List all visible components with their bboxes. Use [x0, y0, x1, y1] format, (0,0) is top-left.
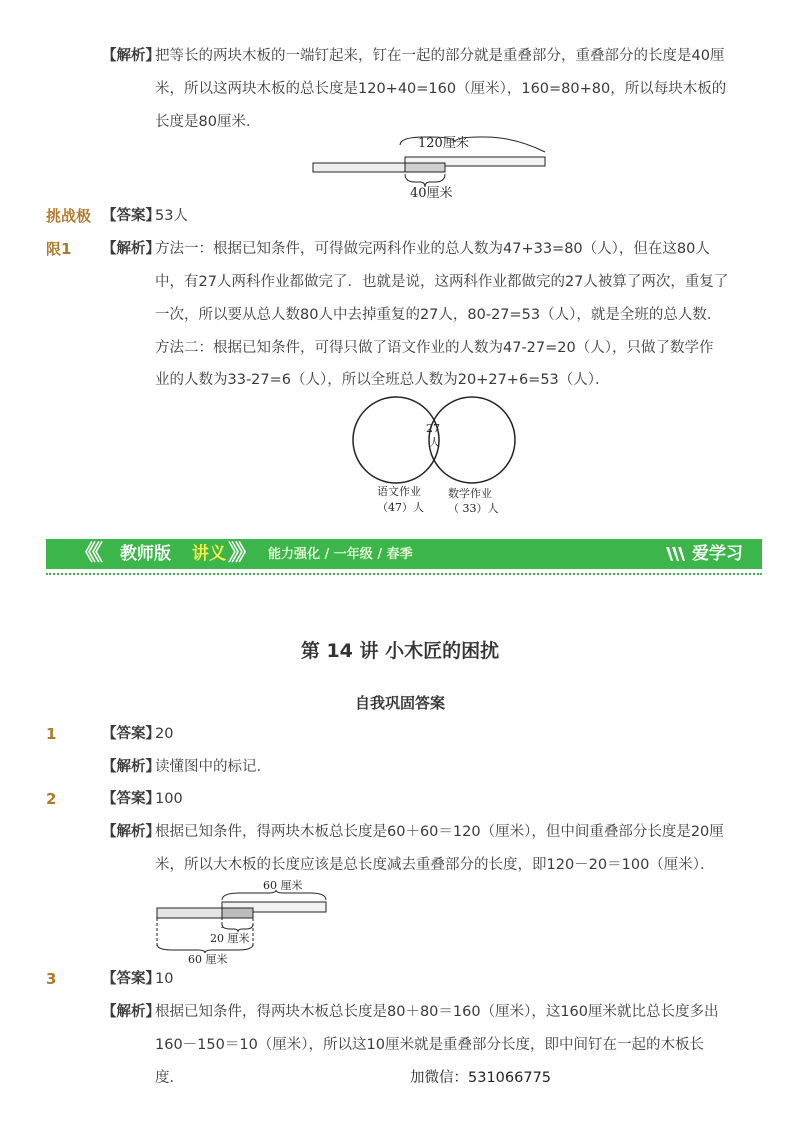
answer-tag: 【答案】 [102, 208, 160, 224]
question-number: 1 [46, 725, 57, 743]
jiexi-line: 方法一：根据已知条件，可得做完两科作业的总人数为47+33=80（人），但在这80人 [155, 241, 710, 257]
question-number: 3 [46, 970, 57, 988]
lecture-subtitle: 自我巩固答案 [354, 694, 445, 712]
venn-center-number: 27 [426, 422, 440, 435]
jiexi-tag: 【解析】 [102, 759, 160, 775]
banner-title-accent: 讲义 [192, 544, 226, 564]
jiexi-tag: 【解析】 [102, 824, 160, 840]
answer-value: 53人 [155, 208, 188, 224]
challenge-label-line2: 限1 [46, 240, 72, 258]
banner-subtitle: 能力强化 / 一年级 / 春季 [268, 547, 413, 562]
answer-tag: 【答案】 [102, 726, 160, 742]
banner-divider [46, 573, 762, 575]
jiexi-line: 根据已知条件，得两块木板总长度是60＋60＝120（厘米），但中间重叠部分长度是20厘 [155, 824, 724, 840]
answer-value: 100 [155, 791, 183, 807]
jiexi-tag: 【解析】 [102, 241, 160, 257]
lecture-banner [46, 539, 762, 569]
overlap-region [405, 163, 445, 172]
figure-mid-label: 20 厘米 [210, 932, 250, 945]
jiexi-tag: 【解析】 [102, 1004, 160, 1020]
answer-value: 20 [155, 726, 174, 742]
answer-tag: 【答案】 [102, 791, 160, 807]
venn-circle-math [429, 397, 515, 483]
answer-tag: 【答案】 [102, 971, 160, 987]
venn-circle-chinese [353, 397, 439, 483]
venn-diagram [345, 388, 525, 518]
jiexi-line: 一次，所以要从总人数80人中去掉重复的27人，80-27=53（人），就是全班的总人数． [155, 307, 722, 323]
question-number: 2 [46, 790, 57, 808]
lecture-title: 第 14 讲 小木匠的困扰 [300, 640, 500, 662]
board-overlap-figure-2 [150, 876, 335, 966]
jiexi-line: 把等长的两块木板的一端钉起来，钉在一起的部分就是重叠部分，重叠部分的长度是40厘 [155, 48, 725, 64]
banner-title: 教师版 [120, 544, 171, 564]
jiexi-line: 方法二：根据已知条件，可得只做了语文作业的人数为47-27=20（人），只做了数学作 [155, 340, 714, 356]
footer-contact: 加微信：531066775 [410, 1070, 552, 1086]
challenge-label-line1: 挑战极 [46, 207, 92, 225]
jiexi-line: 米，所以这两块木板的总长度是120+40=160（厘米），160=80+80，所以每块木板的 [155, 81, 727, 97]
figure-top-label: 60 厘米 [263, 879, 303, 892]
venn-left-count: （47）人 [377, 501, 424, 514]
jiexi-line: 160－150＝10（厘米），所以这10厘米就是重叠部分长度，即中间钉在一起的木板长 [155, 1037, 705, 1053]
jiexi-line: 根据已知条件，得两块木板总长度是80＋80＝160（厘米），这160厘米就比总长度多出 [155, 1004, 719, 1020]
answer-value: 10 [155, 971, 174, 987]
jiexi-line: 中，有27人两科作业都做完了．也就是说，这两科作业都做完的27人被算了两次，重复了 [155, 274, 729, 290]
jiexi-tag: 【解析】 [102, 48, 160, 64]
jiexi-line: 米，所以大木板的长度应该是总长度减去重叠部分的长度，即120－20＝100（厘米）． [155, 857, 715, 873]
venn-center-unit: 人 [429, 436, 440, 449]
chevron-right-icon: 》》 [228, 541, 254, 566]
venn-left-name: 语文作业 [377, 485, 421, 498]
chevron-left-icon: 《《 [74, 541, 100, 566]
logo-text: 爱学习 [692, 544, 743, 564]
jiexi-line: 长度是80厘米． [155, 114, 261, 130]
figure-bottom-label: 60 厘米 [188, 953, 228, 966]
jiexi-line: 度． [155, 1070, 184, 1086]
overlap-region [222, 908, 253, 918]
jiexi-line: 业的人数为33-27=6（人），所以全班总人数为20+27+6=53（人）． [155, 372, 610, 388]
figure-top-label: 120厘米 [418, 136, 469, 151]
figure-bottom-label: 40厘米 [410, 186, 453, 201]
board-overlap-figure-1 [305, 132, 555, 202]
venn-right-count: （ 33）人 [448, 502, 499, 515]
venn-right-name: 数学作业 [448, 487, 492, 500]
aixuexi-logo-icon [664, 543, 688, 565]
jiexi-line: 读懂图中的标记． [155, 759, 271, 775]
